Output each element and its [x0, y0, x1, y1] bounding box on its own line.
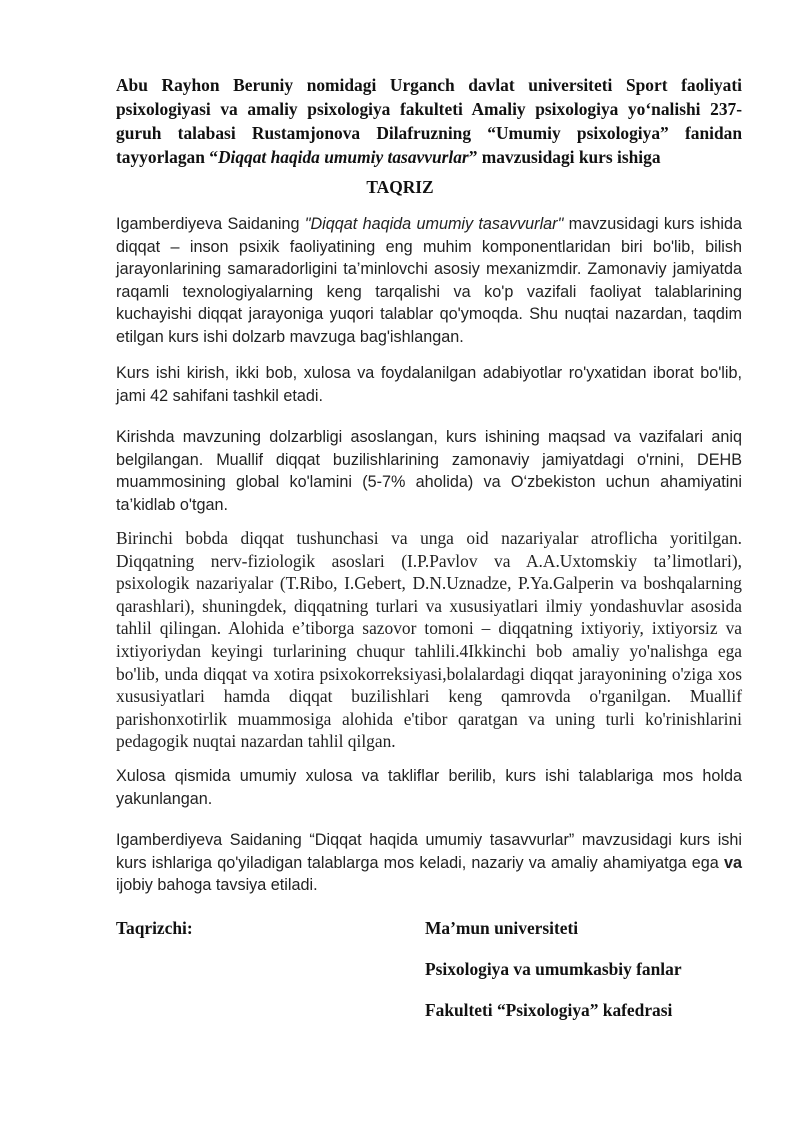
paragraph-intro-rest: mavzusidagi kurs ishida diqqat – inson psixik faoliyatining eng muhim komponentlaridan biri bo'lib, bilish jarayonlarining samaradorligini ta’minlovchi asosiy mexanizmdir. Zamonaviy jamiyatda raqamli texnologiyalarning keng tarqalishi va ko'p vazifali faoliyat talablarining kuchayishi diqqat jarayoniga yuqori talablar qo'ymoqda. Shu nuqtai nazardan, taqdim etilgan kurs ishi dolzarb mavzuga bag'ishlangan. [116, 215, 742, 346]
reviewer-label: Taqrizchi: [116, 918, 193, 938]
paragraph-recommendation-end: ijobiy bahoga tavsiya etiladi. [116, 876, 318, 895]
paragraph-recommendation-bold: va [723, 853, 742, 872]
reviewer-department: Fakulteti “Psixologiya” kafedrasi [425, 1000, 673, 1020]
paragraph-intro [116, 213, 742, 349]
document-header [116, 73, 742, 169]
paragraph-conclusion-review: Xulosa qismida umumiy xulosa va takliflar berilib, kurs ishi talablariga mos holda yakunlangan. [116, 767, 742, 808]
header-topic-italic: Diqqat haqida umumiy tasavvurlar [217, 147, 469, 167]
paragraph-recommendation-start: Igamberdiyeva Saidaning “Diqqat haqida umumiy tasavvurlar” mavzusidagi kurs ishi kurs ishlariga qo'yiladigan talablarga mos keladi, nazariy va amaliy ahamiyatga ega [116, 831, 742, 872]
paragraph-structure: Kurs ishi kirish, ikki bob, xulosa va foydalanilgan adabiyotlar ro'yxatidan iborat bo'lib, jami 42 sahifani tashkil etadi. [116, 364, 742, 405]
paragraph-chapters-review: Birinchi bobda diqqat tushunchasi va unga oid nazariyalar atroflicha yoritilgan. Diqqatning nerv-fiziologik asoslari (I.P.Pavlov va A.A.Uxtomskiy ta’limotlari), psixologik nazariyalar (T.Ribo, I.Gebert, D.N.Uznadze, P.Ya.Galperin va boshqalarning qarashlari), shuningdek, diqqatning turlari va xususiyatlari ilmiy yondashuvlar asosida tahlil qilingan. Alohida e’tiborga sazovor tomoni – diqqatning ixtiyoriy, ixtiyorsiz va ixtiyoriydan keyingi turlarining chuqur tahlili.4Ikkinchi bob amaliy yo'nalishga ega bo'lib, unda diqqat va xotira psixokorreksiyasi,bolalardagi diqqat jarayonining o'ziga xos xususiyatlari hamda diqqat buzilishlari keng qamrovda o'rganilgan. Muallif parishonxotirlik muammosiga alohida e'tibor qaratgan va uning turli ko'rinishlarini pedagogik nuqtai nazardan tahlil qilgan. [116, 528, 742, 752]
reviewer-university: Ma’mun universiteti [425, 918, 579, 938]
header-text-end: ” mavzusidagi kurs ishiga [468, 147, 661, 167]
document-title: TAQRIZ [366, 177, 434, 197]
paragraph-intro-topic: "Diqqat haqida umumiy tasavvurlar" [304, 215, 564, 233]
paragraph-intro-start: Igamberdiyeva Saidaning [116, 215, 305, 233]
reviewer-faculty: Psixologiya va umumkasbiy fanlar [425, 959, 682, 979]
header-text: Abu Rayhon Beruniy nomidagi Urganch davlat universiteti Sport faoliyati psixologiyasi va amaliy psixologiya fakulteti Amaliy psixologiya yo‘nalishi 237-guruh talabasi Rustamjonova Dilafruzning “Umumiy psixologiya” fanidan tayyorlagan “ [116, 75, 742, 167]
paragraph-introduction-review: Kirishda mavzuning dolzarbligi asoslangan, kurs ishining maqsad va vazifalari aniq belgilangan. Muallif diqqat buzilishlarining zamonaviy jamiyatdagi o'rnini, DEHB muammosining global ko'lamini (5-7% aholida) va O‘zbekiston uchun ahamiyatini ta’kidlab o'tgan. [116, 428, 742, 514]
paragraph-recommendation [116, 829, 742, 897]
